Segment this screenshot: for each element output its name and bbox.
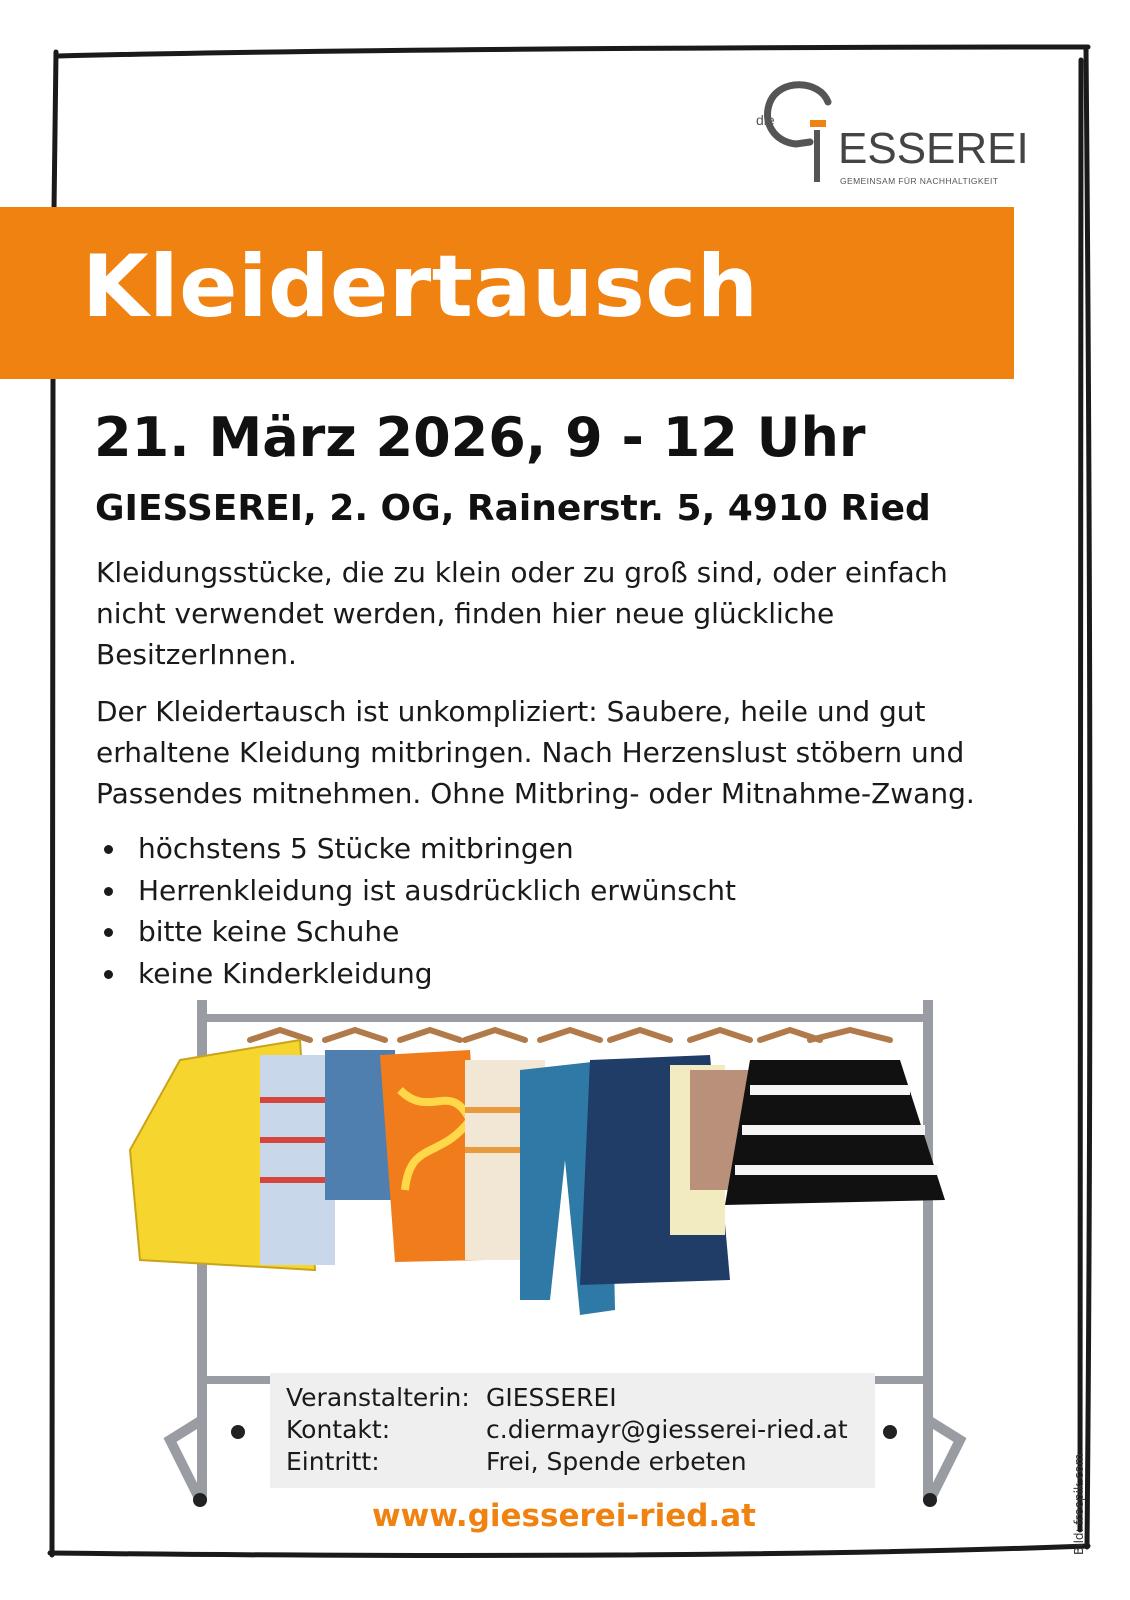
giesserei-logo — [750, 72, 1029, 192]
entry-label: Eintritt: — [286, 1447, 380, 1476]
entry-value: Frei, Spende erbeten — [486, 1447, 747, 1476]
intro-paragraph: Kleidungsstücke, die zu klein oder zu groß sind, oder einfach nicht verwendet werden, finden hier neue glückliche BesitzerInnen. — [96, 556, 948, 671]
event-date: 21. März 2026, 9 - 12 Uhr — [94, 406, 866, 469]
title-banner — [0, 207, 1014, 379]
logo-wordmark: ESSEREI — [838, 124, 1029, 173]
logo-tagline: GEMEINSAM FÜR NACHHALTIGKEIT — [840, 176, 999, 186]
contact-email-link[interactable]: c.diermayr@giesserei-ried.at — [486, 1415, 848, 1444]
list-item: höchstens 5 Stücke mitbringen — [96, 828, 736, 870]
list-item: bitte keine Schuhe — [96, 911, 736, 953]
image-credit: Bild: freepik.com — [1072, 1453, 1086, 1555]
details-paragraph: Der Kleidertausch ist unkompliziert: Saubere, heile und gut erhaltene Kleidung mitbringen. Nach Herzenslust stöbern und Passendes mitnehmen. Ohne Mitbring- oder Mitnahme-Zwang. — [96, 695, 975, 810]
website-link[interactable]: www.giesserei-ried.at — [372, 1498, 756, 1534]
list-item: Herrenkleidung ist ausdrücklich erwünscht — [96, 870, 736, 912]
logo-g-mark-icon — [750, 72, 850, 192]
organizer-value: GIESSEREI — [486, 1383, 617, 1412]
organizer-label: Veranstalterin: — [286, 1383, 470, 1412]
contact-label: Kontakt: — [286, 1415, 391, 1444]
info-box — [270, 1373, 875, 1488]
rules-list — [96, 828, 736, 994]
page-title: Kleidertausch — [82, 237, 759, 337]
logo-prefix: die — [756, 112, 775, 128]
list-item: keine Kinderkleidung — [96, 953, 736, 995]
event-address: GIESSEREI, 2. OG, Rainerstr. 5, 4910 Ried — [95, 488, 931, 529]
